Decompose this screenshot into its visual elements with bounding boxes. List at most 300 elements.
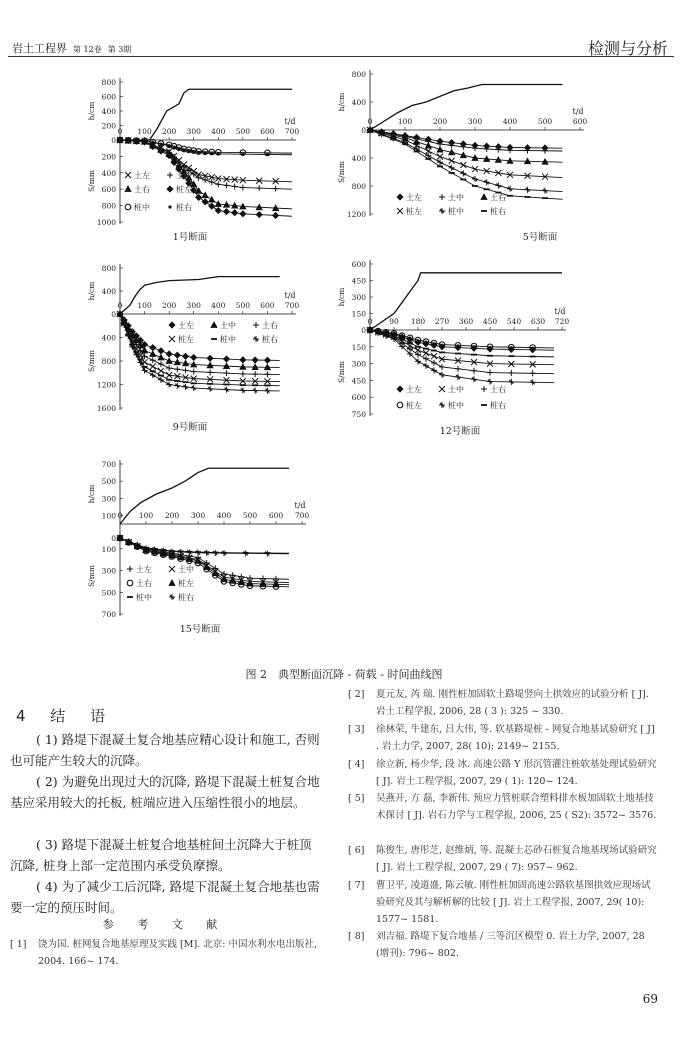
chart-section-1	[0, 62, 310, 252]
x-tick-label: 100	[137, 127, 152, 136]
reference-item: [ 7] 曹卫平, 凌道盛, 陈云敏. 刚性桩加固高速公路软基图拱效应现场试验研究及其与解析解的比较 [ J]. 岩土工程学报, 2007, 29( 10): 1577~ 1581.	[348, 880, 651, 925]
data-marker	[158, 377, 164, 383]
section-title: 4 结 语	[16, 707, 116, 725]
legend-marker	[168, 205, 171, 208]
x-tick-label: 450	[482, 317, 498, 326]
data-marker	[217, 152, 220, 155]
data-marker	[196, 194, 202, 200]
s-tick-label: 450	[351, 376, 366, 386]
legend-label: 土中	[176, 171, 192, 180]
data-marker	[266, 153, 269, 156]
s-tick-label: 300	[101, 566, 116, 576]
data-marker	[223, 387, 229, 393]
legend-label: 桩右	[490, 207, 506, 216]
data-marker	[472, 176, 478, 182]
x-tick-label: 0	[367, 117, 373, 126]
data-marker	[449, 165, 455, 171]
reference-item: [ 1] 饶为国. 桩网复合地基原理及实践 [M]. 北京: 中国水利水电出版社, 2004. 166~ 174.	[10, 939, 317, 967]
s-tick-label: 100	[101, 544, 116, 554]
chart-section-15	[0, 452, 310, 642]
x-axis-label: t/d	[554, 307, 566, 316]
data-marker	[252, 357, 258, 363]
series-桩右	[367, 130, 563, 199]
data-marker	[210, 152, 213, 155]
conclusion-paragraph: ( 2) 为避免出现过大的沉降, 路堤下混凝土桩复合地基应采用较大的托板, 桩端应进入压缩性很小的地层。	[10, 774, 320, 810]
s-axis-label: S/mm	[87, 350, 96, 372]
data-marker	[460, 170, 466, 176]
data-marker	[471, 376, 477, 382]
h-axis-label: h/cm	[337, 92, 346, 112]
data-marker	[202, 199, 208, 205]
legend-label: 桩左	[406, 401, 422, 410]
legend-label: 土左	[406, 193, 422, 202]
chart-title: 12号断面	[439, 426, 481, 437]
h-tick-label: 450	[351, 276, 366, 286]
h-tick-label: 700	[101, 460, 116, 469]
series-桩右	[118, 138, 292, 156]
h-tick-label: 800	[101, 78, 116, 87]
legend-label: 土右	[134, 185, 150, 194]
legend-marker	[167, 186, 173, 192]
legend-marker	[127, 566, 133, 572]
data-marker	[118, 138, 121, 141]
data-marker	[455, 374, 461, 380]
data-marker	[525, 187, 531, 193]
data-marker	[439, 372, 445, 378]
s-tick-label: 400	[101, 168, 116, 178]
data-marker	[174, 383, 180, 389]
s-tick-label: 150	[351, 342, 366, 352]
x-tick-label: 400	[211, 301, 226, 310]
h-axis-label: h/cm	[87, 101, 96, 121]
legend-label: 桩中	[136, 593, 152, 602]
h-tick-label: 800	[351, 70, 366, 79]
x-tick-label: 700	[294, 511, 310, 520]
h-tick-label: 800	[101, 264, 116, 273]
header-rule	[8, 56, 674, 57]
series-桩右	[117, 535, 289, 557]
s-tick-label: 700	[101, 610, 116, 619]
h-tick-label: 400	[101, 107, 116, 116]
series-土左	[117, 311, 280, 363]
data-marker	[508, 370, 514, 376]
s-axis-label: S/mm	[87, 170, 96, 192]
x-tick-label: 600	[268, 511, 284, 520]
data-marker	[168, 144, 171, 147]
x-tick-label: 500	[235, 127, 251, 136]
s-tick-label: 400	[101, 333, 116, 343]
legend-label: 桩中	[448, 401, 464, 410]
s-tick-label: 800	[101, 357, 116, 366]
data-marker	[174, 366, 180, 372]
data-marker	[135, 139, 138, 142]
x-tick-label: 200	[432, 117, 448, 126]
data-marker	[507, 186, 513, 192]
x-tick-label: 300	[186, 127, 201, 136]
data-marker	[241, 153, 244, 156]
s-tick-label: 600	[101, 185, 116, 195]
h-tick-label: 100	[101, 511, 116, 521]
legend-marker	[439, 386, 445, 392]
data-marker	[455, 366, 461, 372]
x-tick-label: 0	[117, 511, 123, 520]
series-土左	[117, 535, 289, 582]
data-marker	[187, 149, 190, 152]
chart-title: 15号断面	[179, 624, 221, 635]
data-marker	[209, 179, 215, 185]
x-tick-label: 0	[117, 301, 123, 310]
legend-label: 土中	[178, 565, 194, 574]
legend-label: 土右	[490, 193, 506, 202]
legend-label: 桩左	[176, 185, 192, 194]
data-marker	[207, 386, 213, 392]
data-marker	[166, 358, 172, 364]
data-marker	[487, 379, 493, 385]
x-tick-label: 600	[260, 127, 275, 136]
data-marker	[437, 159, 443, 165]
data-marker	[264, 551, 270, 557]
data-marker	[215, 208, 221, 214]
s-tick-label: 800	[351, 182, 366, 191]
data-marker	[204, 151, 207, 154]
chart-section-9	[0, 258, 310, 448]
x-tick-label: 200	[161, 127, 177, 136]
data-marker	[240, 387, 246, 393]
legend-marker	[481, 386, 487, 392]
data-marker	[177, 147, 180, 150]
data-marker	[209, 203, 215, 209]
legend-marker	[125, 186, 131, 192]
data-marker	[495, 183, 501, 189]
x-tick-label: 400	[216, 511, 232, 520]
x-tick-label: 180	[410, 317, 426, 326]
h-axis-label: h/cm	[87, 484, 96, 504]
data-marker	[439, 364, 445, 370]
s-tick-label: 1200	[346, 210, 366, 219]
reference-item: [ 6] 陈俊生, 唐彤芝, 赵维炳, 等. 混凝土芯砂石桩复合地基现场试验研究 [ J]. 岩土工程学报, 2007, 29 ( 7): 957~ 962.	[348, 845, 657, 873]
legend-marker	[439, 402, 445, 408]
data-marker	[240, 371, 246, 377]
data-marker	[256, 185, 262, 191]
data-marker	[232, 183, 238, 189]
data-marker	[223, 182, 229, 188]
legend-marker	[127, 580, 133, 586]
data-marker	[215, 181, 221, 187]
x-axis-label: t/d	[284, 291, 296, 300]
h-tick-label: 300	[351, 293, 366, 302]
data-marker	[202, 192, 208, 198]
data-marker	[542, 188, 548, 194]
data-marker	[264, 357, 270, 363]
data-marker	[183, 367, 189, 373]
x-tick-label: 720	[554, 317, 570, 326]
data-marker	[431, 353, 437, 359]
data-marker	[158, 348, 164, 354]
data-marker	[150, 363, 156, 369]
h-tick-label: 600	[351, 260, 366, 269]
chart-section-5	[330, 62, 660, 252]
s-axis-label: S/mm	[337, 161, 346, 183]
legend-marker	[397, 208, 403, 214]
legend-marker	[253, 322, 259, 328]
legend-marker	[481, 194, 487, 200]
s-tick-label: 1000	[96, 218, 116, 227]
s-axis-label: S/mm	[337, 361, 346, 383]
data-marker	[221, 550, 227, 556]
s-tick-label: 1200	[96, 380, 116, 390]
h-axis-label: h/cm	[337, 287, 346, 307]
legend-marker	[397, 386, 403, 392]
page-number: 69	[642, 992, 658, 1006]
legend-label: 土右	[490, 385, 506, 394]
s-tick-label: 0	[361, 126, 366, 135]
legend-label: 桩中	[448, 207, 464, 216]
x-tick-label: 270	[434, 317, 450, 326]
data-marker	[530, 370, 536, 376]
x-tick-label: 400	[502, 117, 518, 126]
data-marker	[192, 150, 195, 153]
legend-label: 土右	[136, 579, 152, 588]
data-marker	[471, 368, 477, 374]
legend-marker	[169, 580, 175, 586]
data-marker	[273, 212, 279, 218]
legend-marker	[397, 402, 403, 408]
data-marker	[223, 209, 229, 215]
x-tick-label: 360	[458, 317, 474, 326]
x-tick-label: 100	[138, 511, 154, 520]
legend-label: 桩中	[134, 203, 150, 212]
s-tick-label: 0	[111, 534, 116, 543]
legend-label: 土左	[178, 321, 194, 330]
data-marker	[197, 151, 200, 154]
legend-marker	[169, 566, 175, 572]
data-marker	[240, 211, 246, 217]
x-tick-label: 100	[137, 301, 152, 310]
data-marker	[158, 368, 164, 374]
x-tick-label: 90	[389, 317, 399, 326]
data-marker	[207, 369, 213, 375]
legend-label: 桩左	[406, 207, 422, 216]
data-marker	[166, 351, 172, 357]
data-marker	[183, 384, 189, 390]
data-marker	[172, 146, 175, 149]
x-tick-label: 500	[537, 117, 553, 126]
data-marker	[223, 370, 229, 376]
data-marker	[212, 550, 218, 556]
data-marker	[508, 379, 514, 385]
s-axis-label: S/mm	[87, 565, 96, 587]
conclusion-paragraph: ( 1) 路堤下混凝土复合地基应精心设计和施工, 否则也可能产生较大的沉降。	[10, 732, 320, 768]
legend-marker	[439, 194, 445, 200]
data-marker	[252, 371, 258, 377]
legend-label: 桩左	[178, 579, 194, 588]
figure-caption: 图 2 典型断面沉降 - 荷载 - 时间曲线图	[245, 668, 443, 681]
data-marker	[207, 355, 213, 361]
x-tick-label: 400	[211, 127, 226, 136]
running-header-section: 检测与分析	[587, 39, 668, 58]
reference-item: [ 5] 吴燕开, 方 磊, 李新伟. 预应力管桩联合塑料排水板加固软土地基技术探讨 [ J]. 岩石力学与工程学报, 2006, 25 ( S2): 3572~ 3576.	[348, 793, 657, 821]
x-tick-label: 200	[161, 301, 177, 310]
data-marker	[423, 350, 429, 356]
data-marker	[437, 154, 443, 160]
x-tick-label: 540	[506, 317, 522, 326]
s-tick-label: 300	[351, 359, 366, 369]
s-tick-label: 1600	[96, 404, 116, 413]
data-marker	[191, 369, 197, 375]
data-marker	[158, 361, 164, 367]
x-tick-label: 700	[284, 127, 300, 136]
legend-marker	[169, 322, 175, 328]
legend-marker	[169, 336, 175, 342]
data-marker	[252, 388, 258, 394]
conclusion-paragraph: ( 4) 为了减少工后沉降, 路堤下混凝土复合地基也需要一定的预压时间。	[10, 879, 320, 915]
data-marker	[166, 382, 172, 388]
s-tick-label: 500	[101, 588, 116, 598]
x-axis-label: t/d	[572, 107, 584, 116]
data-marker	[195, 550, 201, 556]
series-土中	[117, 137, 292, 192]
legend-label: 土右	[262, 321, 278, 330]
data-marker	[159, 143, 162, 146]
data-marker	[487, 370, 493, 376]
data-marker	[182, 148, 185, 151]
h-tick-label: 300	[101, 494, 116, 504]
x-tick-label: 100	[397, 117, 413, 126]
data-marker	[215, 201, 221, 207]
legend-label: 桩左	[178, 335, 194, 344]
data-marker	[191, 385, 197, 391]
data-marker	[460, 162, 466, 168]
x-axis-label: t/d	[284, 117, 296, 126]
legend-label: 桩右	[490, 401, 506, 410]
s-tick-label: 750	[351, 410, 366, 419]
x-tick-label: 0	[117, 127, 123, 136]
x-tick-label: 500	[235, 301, 251, 310]
data-marker	[158, 354, 164, 360]
legend-marker	[211, 322, 217, 328]
x-tick-label: 300	[467, 117, 483, 126]
legend-label: 桩右	[178, 593, 194, 602]
s-tick-label: 400	[351, 154, 366, 163]
h-tick-label: 400	[101, 287, 116, 296]
data-marker	[166, 365, 172, 371]
h-tick-label: 150	[351, 309, 366, 319]
data-marker	[423, 356, 429, 362]
legend-marker	[397, 194, 403, 200]
x-tick-label: 600	[572, 117, 588, 126]
reference-item: [ 8] 刘吉福. 路堤下复合地基 / 三等沉区模型 0. 岩土力学, 2007, 28 (增刊): 796~ 802.	[348, 931, 645, 959]
x-axis-label: t/d	[294, 501, 306, 510]
reference-item: [ 2] 夏元友, 芮 瑞. 刚性桩加固软土路堤竖向土拱效应的试验分析 [ J]. 岩土工程学报, 2006, 28 ( 3 ): 325 ~ 330.	[348, 689, 649, 717]
data-marker	[150, 357, 156, 363]
data-marker	[273, 186, 279, 192]
x-tick-label: 300	[190, 511, 206, 520]
references-title: 参 考 文 献	[102, 918, 228, 931]
legend-marker	[167, 172, 173, 178]
legend-label: 土中	[448, 193, 464, 202]
legend-marker	[125, 204, 131, 210]
x-tick-label: 300	[186, 301, 201, 310]
x-tick-label: 700	[284, 301, 300, 310]
data-marker	[150, 345, 156, 351]
s-tick-label: 0	[111, 310, 116, 319]
data-marker	[151, 141, 154, 144]
x-tick-label: 0	[367, 317, 373, 326]
running-header-journal: 岩土工程界 第 12卷 第 3期	[12, 42, 132, 55]
s-tick-label: 800	[101, 201, 116, 211]
data-marker	[204, 550, 210, 556]
legend-marker	[169, 594, 175, 600]
s-tick-label: 0	[361, 326, 366, 335]
data-marker	[127, 139, 130, 142]
legend-label: 桩右	[176, 203, 192, 212]
legend-label: 土左	[406, 385, 422, 394]
data-marker	[423, 363, 429, 369]
data-marker	[186, 549, 192, 555]
chart-title: 5号断面	[522, 232, 558, 243]
data-marker	[240, 357, 246, 363]
legend-label: 土左	[136, 565, 152, 574]
h-tick-label: 500	[101, 477, 116, 487]
data-marker	[256, 212, 262, 218]
chart-title: 1号断面	[172, 232, 208, 243]
data-marker	[191, 354, 197, 360]
data-marker	[484, 179, 490, 185]
x-tick-label: 630	[530, 317, 546, 326]
data-marker	[431, 360, 437, 366]
s-tick-label: 200	[101, 152, 116, 162]
h-tick-label: 600	[101, 92, 116, 102]
legend-label: 桩右	[262, 335, 278, 344]
data-marker	[264, 371, 270, 377]
reference-item: [ 4] 徐立新, 杨少华, 段 冰. 高速公路 Y 形沉管灌注桩软基处理试验研究 [ J]. 岩土工程学报, 2007, 29 ( 1): 120~ 124.	[348, 759, 657, 787]
data-marker	[243, 550, 249, 556]
legend-marker	[439, 208, 445, 214]
data-marker	[143, 139, 146, 142]
legend-label: 土中	[220, 321, 236, 330]
h-tick-label: 400	[351, 98, 366, 107]
data-marker	[150, 372, 156, 378]
legend-label: 桩中	[220, 335, 236, 344]
data-marker	[449, 158, 455, 164]
reference-item: [ 3] 徐林荣, 牛建东, 吕大伟, 等. 软基路堤桩 - 网复合地基试验研究 [ J] . 岩土力学, 2007, 28( 10): 2149~ 2155.	[348, 724, 655, 752]
data-marker	[150, 351, 156, 357]
conclusion-paragraph: ( 3) 路堤下混凝土桩复合地基桩间土沉降大于桩顶沉降, 桩身上部一定范围内承受负摩擦。	[10, 837, 312, 873]
data-marker	[183, 353, 189, 359]
h-axis-label: h/cm	[87, 281, 96, 301]
data-marker	[196, 175, 202, 181]
data-marker	[240, 185, 246, 191]
legend-label: 土中	[448, 385, 464, 394]
x-tick-label: 600	[260, 301, 275, 310]
h-tick-label: 200	[101, 121, 116, 131]
data-marker	[209, 197, 215, 203]
data-marker	[223, 356, 229, 362]
s-tick-label: 600	[351, 393, 366, 403]
x-tick-label: 200	[164, 511, 180, 520]
x-tick-label: 500	[242, 511, 258, 520]
data-marker	[174, 352, 180, 358]
legend-label: 土左	[134, 171, 150, 180]
legend-marker	[253, 336, 259, 342]
data-marker	[264, 388, 270, 394]
legend-marker	[125, 172, 131, 178]
chart-section-12	[330, 252, 660, 442]
data-marker	[232, 210, 238, 216]
s-tick-label: 0	[111, 136, 116, 145]
data-marker	[530, 379, 536, 385]
chart-title: 9号断面	[172, 422, 208, 433]
